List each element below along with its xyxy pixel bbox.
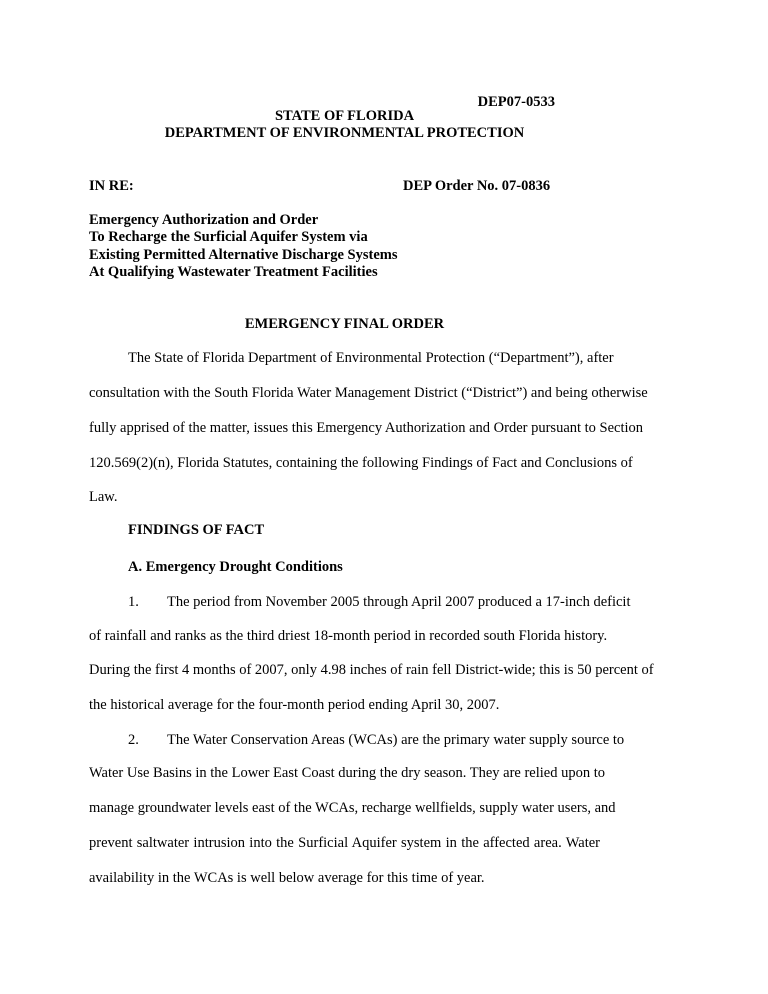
paragraph-line: prevent saltwater intrusion into the Surficial Aquifer system in the affected area. Water [89, 835, 600, 851]
paragraph-line: manage groundwater levels east of the WCAs, recharge wellfields, supply water users, and [89, 800, 616, 816]
document-id: DEP07-0533 [477, 94, 555, 110]
department-heading: DEPARTMENT OF ENVIRONMENTAL PROTECTION [164, 125, 525, 141]
paragraph-line: of rainfall and ranks as the third driest 18-month period in recorded south Florida history. [89, 628, 608, 644]
caption-line: To Recharge the Surficial Aquifer System via [89, 229, 368, 245]
intro-line: The State of Florida Department of Environmental Protection (“Department”), after [128, 350, 614, 366]
findings-heading: FINDINGS OF FACT [128, 522, 265, 538]
paragraph-line: The Water Conservation Areas (WCAs) are the primary water supply source to [167, 732, 625, 748]
paragraph-number: 1. [128, 594, 139, 610]
caption-line: At Qualifying Wastewater Treatment Facilities [89, 264, 378, 280]
paragraph-line: availability in the WCAs is well below average for this time of year. [89, 870, 485, 886]
state-heading: STATE OF FLORIDA [274, 108, 415, 124]
intro-line: consultation with the South Florida Water Management District (“District”) and being otherwise [89, 385, 648, 401]
order-number: DEP Order No. 07-0836 [403, 178, 551, 194]
intro-line: fully apprised of the matter, issues this Emergency Authorization and Order pursuant to Section [89, 420, 644, 436]
caption-line: Existing Permitted Alternative Discharge Systems [89, 247, 398, 263]
caption-line: Emergency Authorization and Order [89, 212, 319, 228]
paragraph-line: Water Use Basins in the Lower East Coast during the dry season. They are relied upon to [89, 765, 606, 781]
paragraph-line: During the first 4 months of 2007, only 4.98 inches of rain fell District-wide; this is 50 percent of [89, 662, 654, 678]
paragraph-line: the historical average for the four-month period ending April 30, 2007. [89, 697, 500, 713]
intro-line: 120.569(2)(n), Florida Statutes, containing the following Findings of Fact and Conclusions of [89, 455, 633, 471]
paragraph-line: The period from November 2005 through April 2007 produced a 17-inch deficit [167, 594, 631, 610]
paragraph-number: 2. [128, 732, 139, 748]
intro-line: Law. [89, 489, 118, 505]
section-a-heading: A. Emergency Drought Conditions [128, 559, 343, 575]
order-title: EMERGENCY FINAL ORDER [244, 316, 445, 332]
in-re-label: IN RE: [89, 178, 134, 194]
